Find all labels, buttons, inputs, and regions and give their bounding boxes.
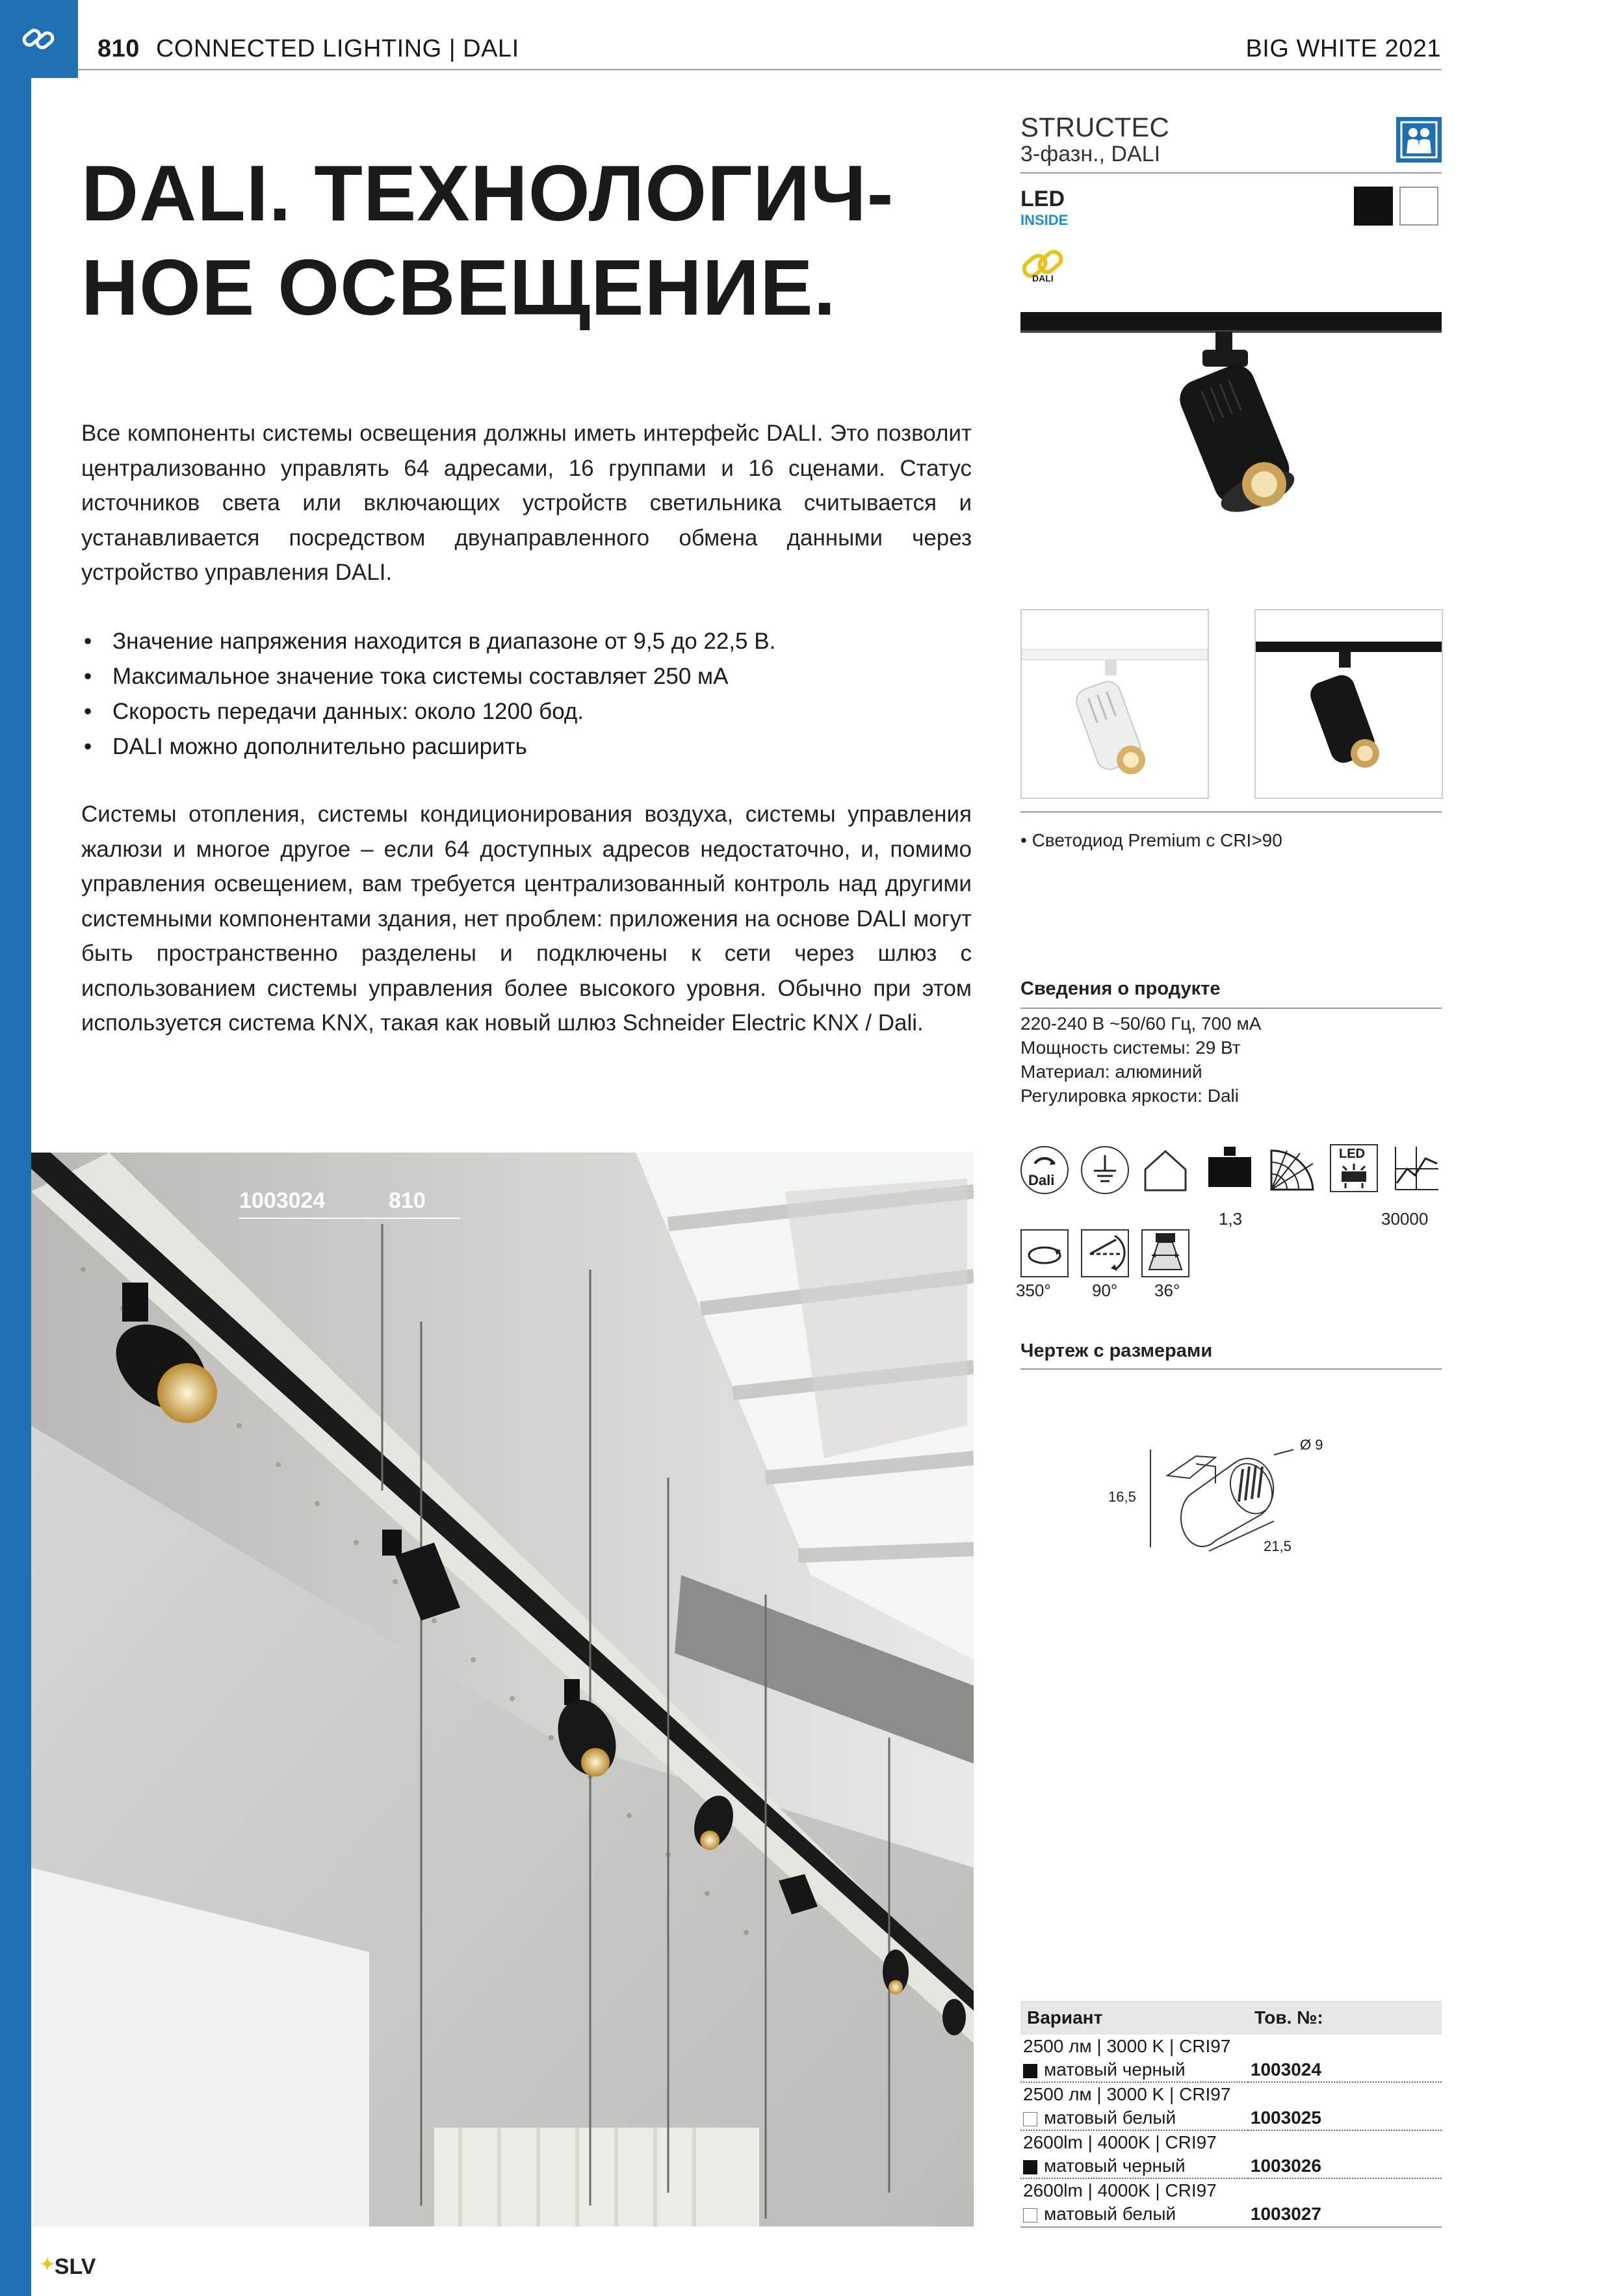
catalog-name: BIG WHITE 2021 xyxy=(1245,35,1441,62)
swatch-white xyxy=(1399,187,1438,226)
installation-photo xyxy=(31,1153,974,2226)
photo-caption-code: 1003024 xyxy=(239,1188,326,1213)
table-row xyxy=(1020,2130,1442,2154)
led-source-label: LED xyxy=(1339,1147,1365,1161)
variants-table xyxy=(1020,2001,1442,2226)
variant-color-label: матовый черный xyxy=(1044,2059,1186,2080)
dimension-length: 21,5 xyxy=(1264,1538,1292,1554)
table-row xyxy=(1020,2178,1442,2202)
table-row xyxy=(1020,2035,1442,2058)
led-source-icon xyxy=(1330,1144,1378,1192)
dimension-drawing xyxy=(1105,1424,1365,1567)
beam-icon xyxy=(1267,1144,1319,1196)
product-info xyxy=(1020,1011,1261,1108)
table-row xyxy=(1020,2154,1442,2178)
variant-spec: 2600lm | 4000K | CRI97 xyxy=(1023,2132,1217,2152)
list-item: • DALI можно дополнительно расширить xyxy=(81,729,972,764)
variant-code: 1003027 xyxy=(1250,2204,1321,2224)
header-divider xyxy=(78,69,1442,70)
info-dimming: Регулировка яркости: Dali xyxy=(1020,1086,1239,1106)
dimension-height: 16,5 xyxy=(1108,1489,1136,1505)
link-icon xyxy=(21,21,57,57)
dali-link-icon xyxy=(1019,241,1070,291)
variant-color-label: матовый белый xyxy=(1044,2107,1176,2128)
led-inside-logo xyxy=(1020,187,1072,226)
protection-class-icon xyxy=(1081,1146,1129,1194)
section-title: CONNECTED LIGHTING | DALI xyxy=(155,35,519,62)
user-group-icon xyxy=(1396,117,1442,163)
page-number: 810 xyxy=(97,35,140,62)
variant-code: 1003025 xyxy=(1248,2106,1442,2130)
title-line-2: НОЕ ОСВЕЩЕНИЕ. xyxy=(81,243,837,332)
beam-angle-icon xyxy=(1141,1229,1189,1277)
variant-color xyxy=(1020,2202,1248,2226)
variant-color-label: матовый черный xyxy=(1044,2156,1186,2176)
spotlight-product-icon xyxy=(1020,312,1442,527)
feature-list xyxy=(81,624,972,764)
indoor-icon xyxy=(1141,1146,1189,1194)
color-swatch xyxy=(1023,2064,1037,2078)
page-header xyxy=(97,35,519,63)
table-row xyxy=(1020,2058,1442,2082)
intro-paragraph: Все компоненты системы освещения должны иметь интерфейс DALI. Это позволит централизованно управлять 64 адресами, 16 группами и 16 сценами. Статус источников света или включающих устройств светильника считывается и устанавливается посредством двунаправленного обмена данными через устройство управления DALI. xyxy=(81,421,972,585)
connected-lighting-badge xyxy=(0,0,78,78)
title-line-1: DALI. ТЕХНОЛОГИЧ- xyxy=(81,149,894,237)
list-item: • Значение напряжения находится в диапазоне от 9,5 до 22,5 В. xyxy=(81,624,972,659)
color-swatch xyxy=(1023,2112,1037,2126)
variant-spec: 2500 лм | 3000 K | CRI97 xyxy=(1023,2084,1231,2104)
led-icon xyxy=(1020,187,1072,209)
brand-label: SLV xyxy=(54,2254,96,2279)
tilt-icon xyxy=(1081,1229,1129,1277)
variant-code: 1003024 xyxy=(1248,2058,1442,2082)
table-row xyxy=(1020,2202,1442,2226)
page-title xyxy=(81,146,894,335)
column-code: Тов. №: xyxy=(1248,2001,1442,2035)
swatch-black xyxy=(1354,187,1393,226)
product-image xyxy=(1020,312,1442,527)
list-item: • Скорость передачи данных: около 1200 бод. xyxy=(81,694,972,729)
table-bottom-rule xyxy=(1020,2226,1442,2228)
product-info-rule xyxy=(1020,1008,1442,1009)
variant-color xyxy=(1020,2058,1248,2082)
dali-badge xyxy=(1019,241,1070,291)
color-swatch xyxy=(1023,2208,1037,2223)
variant-spec: 2500 лм | 3000 K | CRI97 xyxy=(1023,2036,1231,2056)
variant-spec: 2600lm | 4000K | CRI97 xyxy=(1023,2180,1217,2200)
table-row xyxy=(1020,2082,1442,2106)
dimension-diameter: Ø 9 xyxy=(1300,1437,1323,1453)
variant-color xyxy=(1020,2106,1248,2130)
list-item: • Максимальное значение тока системы составляет 250 мА xyxy=(81,659,972,694)
knx-paragraph: Системы отопления, системы кондиционирования воздуха, системы управления жалюзи и многое другое – если 64 доступных адресов недостаточно, и, помимо управления освещением, вам требуется централизованный контроль над другими системными компонентами здания, нет проблем: приложения на основе DALI могут быть пространственно разделены и подключены к сети через шлюз с использованием системы управления более высокого уровня. Обычно при этом используется система KNX, такая как новый шлюз Schneider Electric KNX / Dali. xyxy=(81,802,972,1036)
weight-value: 1,3 xyxy=(1219,1209,1243,1229)
color-swatch xyxy=(1023,2160,1037,2174)
weight-icon xyxy=(1206,1144,1254,1192)
table-row xyxy=(1020,2106,1442,2130)
dali-icon-label: Dali xyxy=(1028,1172,1055,1188)
rotate-icon xyxy=(1020,1229,1069,1277)
drawing-title: Чертеж с размерами xyxy=(1020,1340,1213,1361)
svg-text:LED: LED xyxy=(1020,187,1065,209)
feature-text: • Светодиод Premium с CRI>90 xyxy=(1020,830,1282,850)
dali-dimming-icon xyxy=(1020,1146,1069,1194)
product-header-rule xyxy=(1020,172,1442,174)
photo-caption-rule xyxy=(239,1218,460,1219)
variant-code: 1003026 xyxy=(1248,2154,1442,2178)
sparkle-icon: ✦ xyxy=(40,2254,55,2274)
table-header-row xyxy=(1020,2001,1442,2035)
slv-logo xyxy=(40,2254,96,2280)
ceiling-track-image xyxy=(31,1153,974,2226)
variant-color xyxy=(1020,2154,1248,2178)
column-variant: Вариант xyxy=(1020,2001,1248,2035)
lifetime-icon xyxy=(1392,1144,1441,1194)
beam-angle-value: 36° xyxy=(1154,1281,1180,1300)
photo-caption-page: 810 xyxy=(389,1188,426,1213)
product-info-title: Сведения о продукте xyxy=(1020,978,1221,999)
thumbnail-rule xyxy=(1020,811,1442,813)
variant-color-label: матовый белый xyxy=(1044,2204,1176,2224)
product-subtitle: 3-фазн., DALI xyxy=(1020,142,1161,166)
sidebar-stripe xyxy=(0,0,31,2296)
tilt-value: 90° xyxy=(1092,1281,1118,1300)
product-name: STRUCTEC xyxy=(1020,112,1169,142)
info-voltage: 220-240 В ~50/60 Гц, 700 мА xyxy=(1020,1013,1262,1034)
lifetime-value: 30000 xyxy=(1381,1209,1429,1229)
dali-badge-label: DALI xyxy=(1032,273,1054,283)
led-inside-label: INSIDE xyxy=(1020,212,1069,228)
rotate-value: 350° xyxy=(1016,1281,1051,1300)
drawing-rule xyxy=(1020,1368,1442,1370)
drawing-icon xyxy=(1105,1424,1365,1567)
variant-thumbnail-black xyxy=(1254,609,1443,799)
info-power: Мощность системы: 29 Вт xyxy=(1020,1037,1241,1058)
info-material: Материал: алюминий xyxy=(1020,1062,1202,1082)
variant-thumbnail-white xyxy=(1020,609,1209,799)
